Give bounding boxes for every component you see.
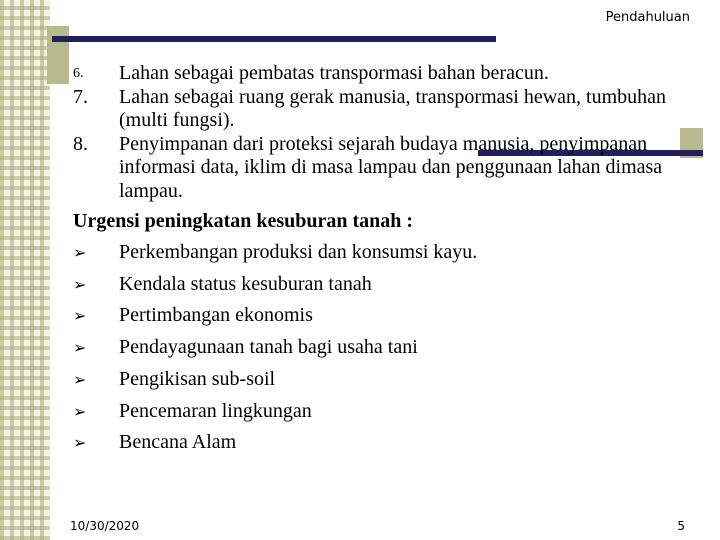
slide-header-title: Pendahuluan xyxy=(605,10,690,25)
bullet-item xyxy=(73,237,703,269)
item-number: 7. xyxy=(73,85,88,108)
item-number: 8. xyxy=(73,132,88,155)
item-text: Lahan sebagai ruang gerak manusia, transpormasi hewan, tumbuhan (multi fungsi). xyxy=(119,85,667,131)
bullet-text: Kendala status kesuburan tanah xyxy=(119,272,372,295)
arrow-bullet-icon: ➢ xyxy=(73,369,87,389)
bullet-item xyxy=(73,332,703,364)
list-item-7 xyxy=(73,86,703,133)
arrow-bullet-icon: ➢ xyxy=(73,243,87,262)
arrow-bullet-icon: ➢ xyxy=(73,401,87,421)
item-text: Lahan sebagai pembatas transpormasi bahan beracun. xyxy=(119,62,549,84)
bullet-text: Perkembangan produksi dan konsumsi kayu. xyxy=(119,241,478,263)
list-item-6 xyxy=(73,62,703,86)
bullet-text: Bencana Alam xyxy=(119,431,237,454)
decorative-top-bar xyxy=(52,36,496,42)
bullet-item xyxy=(73,427,703,459)
slide-content xyxy=(73,62,703,459)
bullet-item xyxy=(73,300,703,332)
item-number: 6. xyxy=(73,66,84,81)
arrow-bullet-icon: ➢ xyxy=(73,306,87,326)
decorative-left-strip xyxy=(0,0,50,540)
bullet-text: Pertimbangan ekonomis xyxy=(119,304,313,327)
footer-date: 10/30/2020 xyxy=(70,519,140,533)
arrow-bullet-icon: ➢ xyxy=(73,338,87,358)
decorative-olive-block xyxy=(47,26,69,84)
bullet-item xyxy=(73,364,703,396)
item-text: Penyimpanan dari proteksi sejarah budaya manusia, penyimpanan informasi data, iklim di masa lampau dan penggunaan lahan dimasa lampau. xyxy=(119,132,663,202)
bullet-item xyxy=(73,269,703,301)
arrow-bullet-icon: ➢ xyxy=(73,433,87,453)
bullet-text: Pendayagunaan tanah bagi usaha tani xyxy=(119,336,418,359)
list-item-8 xyxy=(73,133,703,204)
page-number: 5 xyxy=(677,519,685,533)
section-heading: Urgensi peningkatan kesuburan tanah : xyxy=(73,210,414,232)
bullet-item xyxy=(73,396,703,428)
bullet-text: Pengikisan sub-soil xyxy=(119,367,276,390)
arrow-bullet-icon: ➢ xyxy=(73,274,87,294)
bullet-text: Pencemaran lingkungan xyxy=(119,399,312,422)
